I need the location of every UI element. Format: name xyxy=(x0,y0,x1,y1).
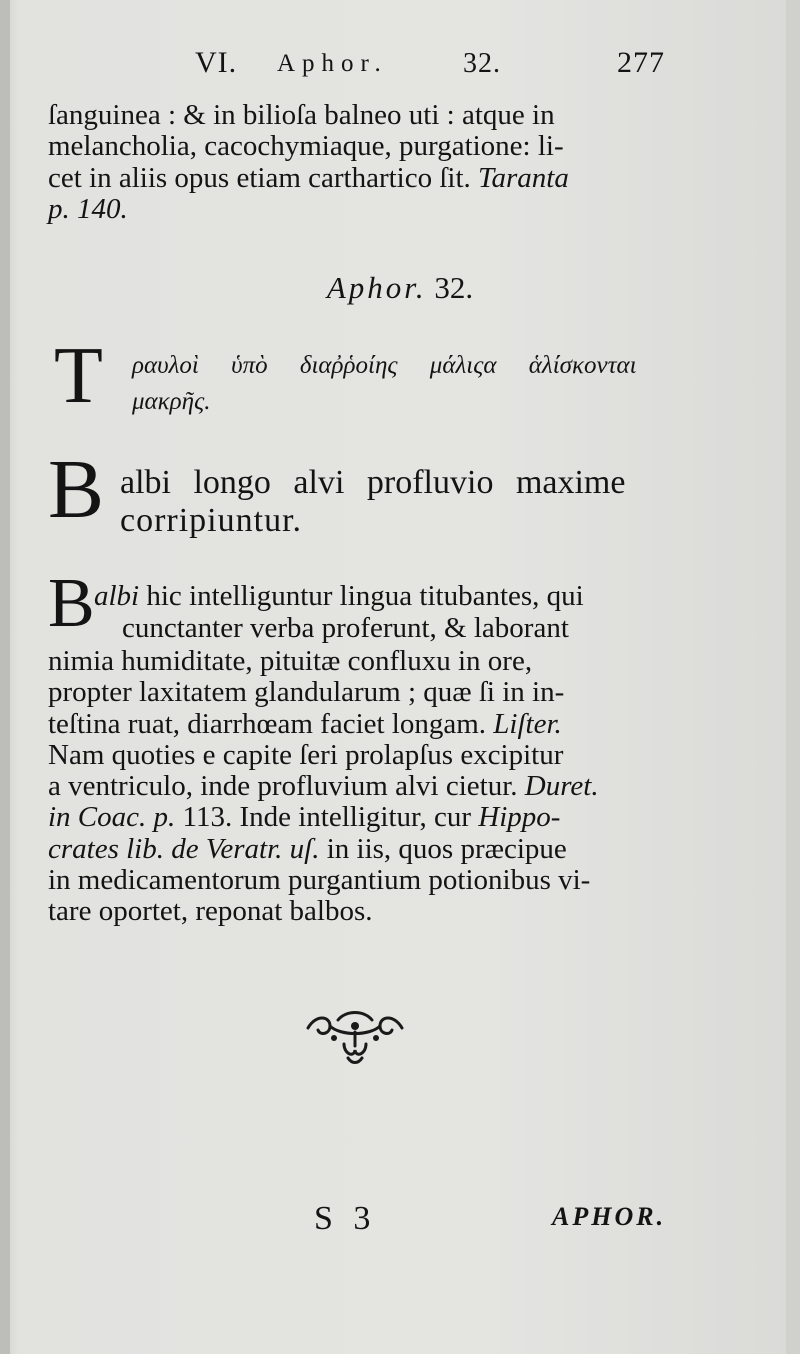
latin-aphorism-line: corripiuntur. xyxy=(120,502,303,539)
text-fragment: 113. Inde intelligitur, cur xyxy=(182,801,472,834)
aphorism-heading-number: 32. xyxy=(434,270,474,305)
text-line xyxy=(48,771,673,802)
signature-mark: S 3 xyxy=(314,1200,377,1237)
text-fragment: hic intelliguntur lingua titubantes, qui xyxy=(146,580,584,612)
reference-author: Duret. xyxy=(524,770,599,803)
running-header xyxy=(195,46,675,90)
commentary-opening xyxy=(48,565,673,644)
text-line xyxy=(48,163,673,194)
text-line: p. 140. xyxy=(48,192,128,225)
page-number: 277 xyxy=(617,46,665,79)
latin-aphorism-line: albi longo alvi profluvio maxime xyxy=(120,464,626,501)
page-gutter-edge xyxy=(0,0,10,1354)
reference-author: Taranta xyxy=(478,161,569,194)
text-line: melancholia, cacochymiaque, purgatione: li- xyxy=(48,130,564,163)
text-line: in medicamentorum purgantium potionibus vi- xyxy=(48,864,591,897)
text-fragment: a ventriculo, inde profluvium alvi cietur. xyxy=(48,770,518,803)
greek-line: ραυλοὶ ὑπὸ διαῤῥοίης μάλιςα ἁλίσκονται xyxy=(132,352,637,379)
drop-cap: T xyxy=(54,332,103,420)
header-section: VI. xyxy=(195,46,238,79)
greek-line: μακρῆς. xyxy=(132,388,211,415)
text-line xyxy=(48,834,673,865)
text-line: propter laxitatem glandularum ; quæ ſi in in- xyxy=(48,676,565,709)
header-label: Aphor. xyxy=(277,50,388,77)
first-word: albi xyxy=(94,580,140,612)
greek-aphorism xyxy=(54,332,684,432)
aphorism-heading xyxy=(0,270,800,306)
text-fragment: cet in aliis opus etiam carthartico ſit. xyxy=(48,161,471,194)
header-aphorism-number: 32. xyxy=(463,48,501,79)
aphorism-heading-label: Aphor. xyxy=(326,270,427,305)
commentary-body xyxy=(48,646,673,928)
reference-author: Hippo- xyxy=(478,801,561,834)
text-line: cunctanter verba proferunt, & laborant xyxy=(122,612,569,644)
reference-author: Liſter. xyxy=(493,707,562,740)
drop-cap: B xyxy=(48,565,95,642)
latin-aphorism xyxy=(48,443,678,540)
previous-commentary xyxy=(48,100,673,225)
text-line xyxy=(94,580,671,613)
catchword: APHOR. xyxy=(552,1202,667,1231)
text-line: nimia humiditate, pituitæ confluxu in ore, xyxy=(48,645,533,677)
page-outer-edge xyxy=(786,0,800,1354)
text-line: tare oportet, reponat balbos. xyxy=(48,895,373,928)
text-fragment: teſtina ruat, diarrhœam faciet longam. xyxy=(48,707,487,740)
text-line xyxy=(48,802,673,833)
reference: in Coac. p. xyxy=(48,801,176,834)
text-line xyxy=(48,709,673,740)
reference: crates lib. de Veratr. uſ. xyxy=(48,832,320,865)
fleuron-ornament xyxy=(300,1006,410,1066)
text-line: ſanguinea : & in bilioſa balneo uti : atque in xyxy=(48,99,555,131)
text-line: Nam quoties e capite ſeri prolapſus excipitur xyxy=(48,738,564,771)
text-fragment: in iis, quos præcipue xyxy=(326,832,567,865)
drop-cap: B xyxy=(48,443,105,536)
